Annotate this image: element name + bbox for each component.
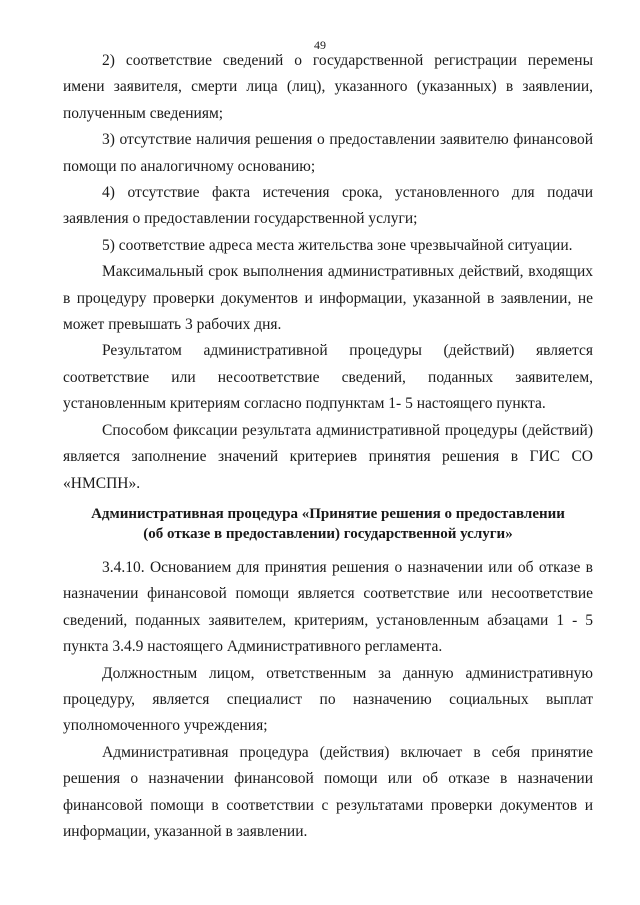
section-heading (63, 504, 593, 544)
paragraph-max-term: Максимальный срок выполнения административных действий, входящих в процедуру проверки документов и информации, указанной в заявлении, не может превышать 3 рабочих дня. (63, 263, 593, 334)
paragraph-criterion-3: 3) отсутствие наличия решения о предоставлении заявителю финансовой помощи по аналогичному основанию; (63, 131, 593, 175)
paragraph-criterion-2: 2) соответствие сведений о государственной регистрации перемены имени заявителя, смерти лица (лиц), указанного (указанных) в заявлении, полученным сведениям; (63, 52, 593, 122)
paragraph-3-4-10: 3.4.10. Основанием для принятия решения о назначении или об отказе в назначении финансовой помощи является соответствие или несоответствие сведений, поданных заявителем, критериям, установленным абзацами 1 - 5 пункта 3.4.9 настоящего Административного регламента. (63, 558, 593, 656)
page-body (63, 48, 593, 845)
page-number: 49 (314, 38, 326, 52)
paragraph-result: Результатом административной процедуры (действий) является соответствие или несоответствие сведений, поданных заявителем, установленным критериям согласно подпунктам 1- 5 настоящего пункта. (63, 342, 593, 413)
paragraph-criterion-4: 4) отсутствие факта истечения срока, установленного для подачи заявления о предоставлении государственной услуги; (63, 184, 593, 228)
paragraph-fixation: Способом фиксации результата административной процедуры (действий) является заполнение значений критериев принятия решения в ГИС СО «НМСПН». (63, 421, 593, 492)
section-heading-line-1: Административная процедура «Принятие решения о предоставлении (91, 505, 565, 522)
paragraph-criterion-5: 5) соответствие адреса места жительства зоне чрезвычайной ситуации. (102, 236, 573, 254)
section-heading-line-2: (об отказе в предоставлении) государственной услуги» (143, 525, 513, 542)
paragraph-responsible-person: Должностным лицом, ответственным за данную административную процедуру, является специалист по назначению социальных выплат уполномоченного учреждения; (63, 664, 593, 735)
paragraph-procedure-includes: Административная процедура (действия) включает в себя принятие решения о назначении финансовой помощи или об отказе в назначении финансовой помощи в соответствии с результатами проверки документов и информации, указанной в заявлении. (63, 743, 593, 840)
